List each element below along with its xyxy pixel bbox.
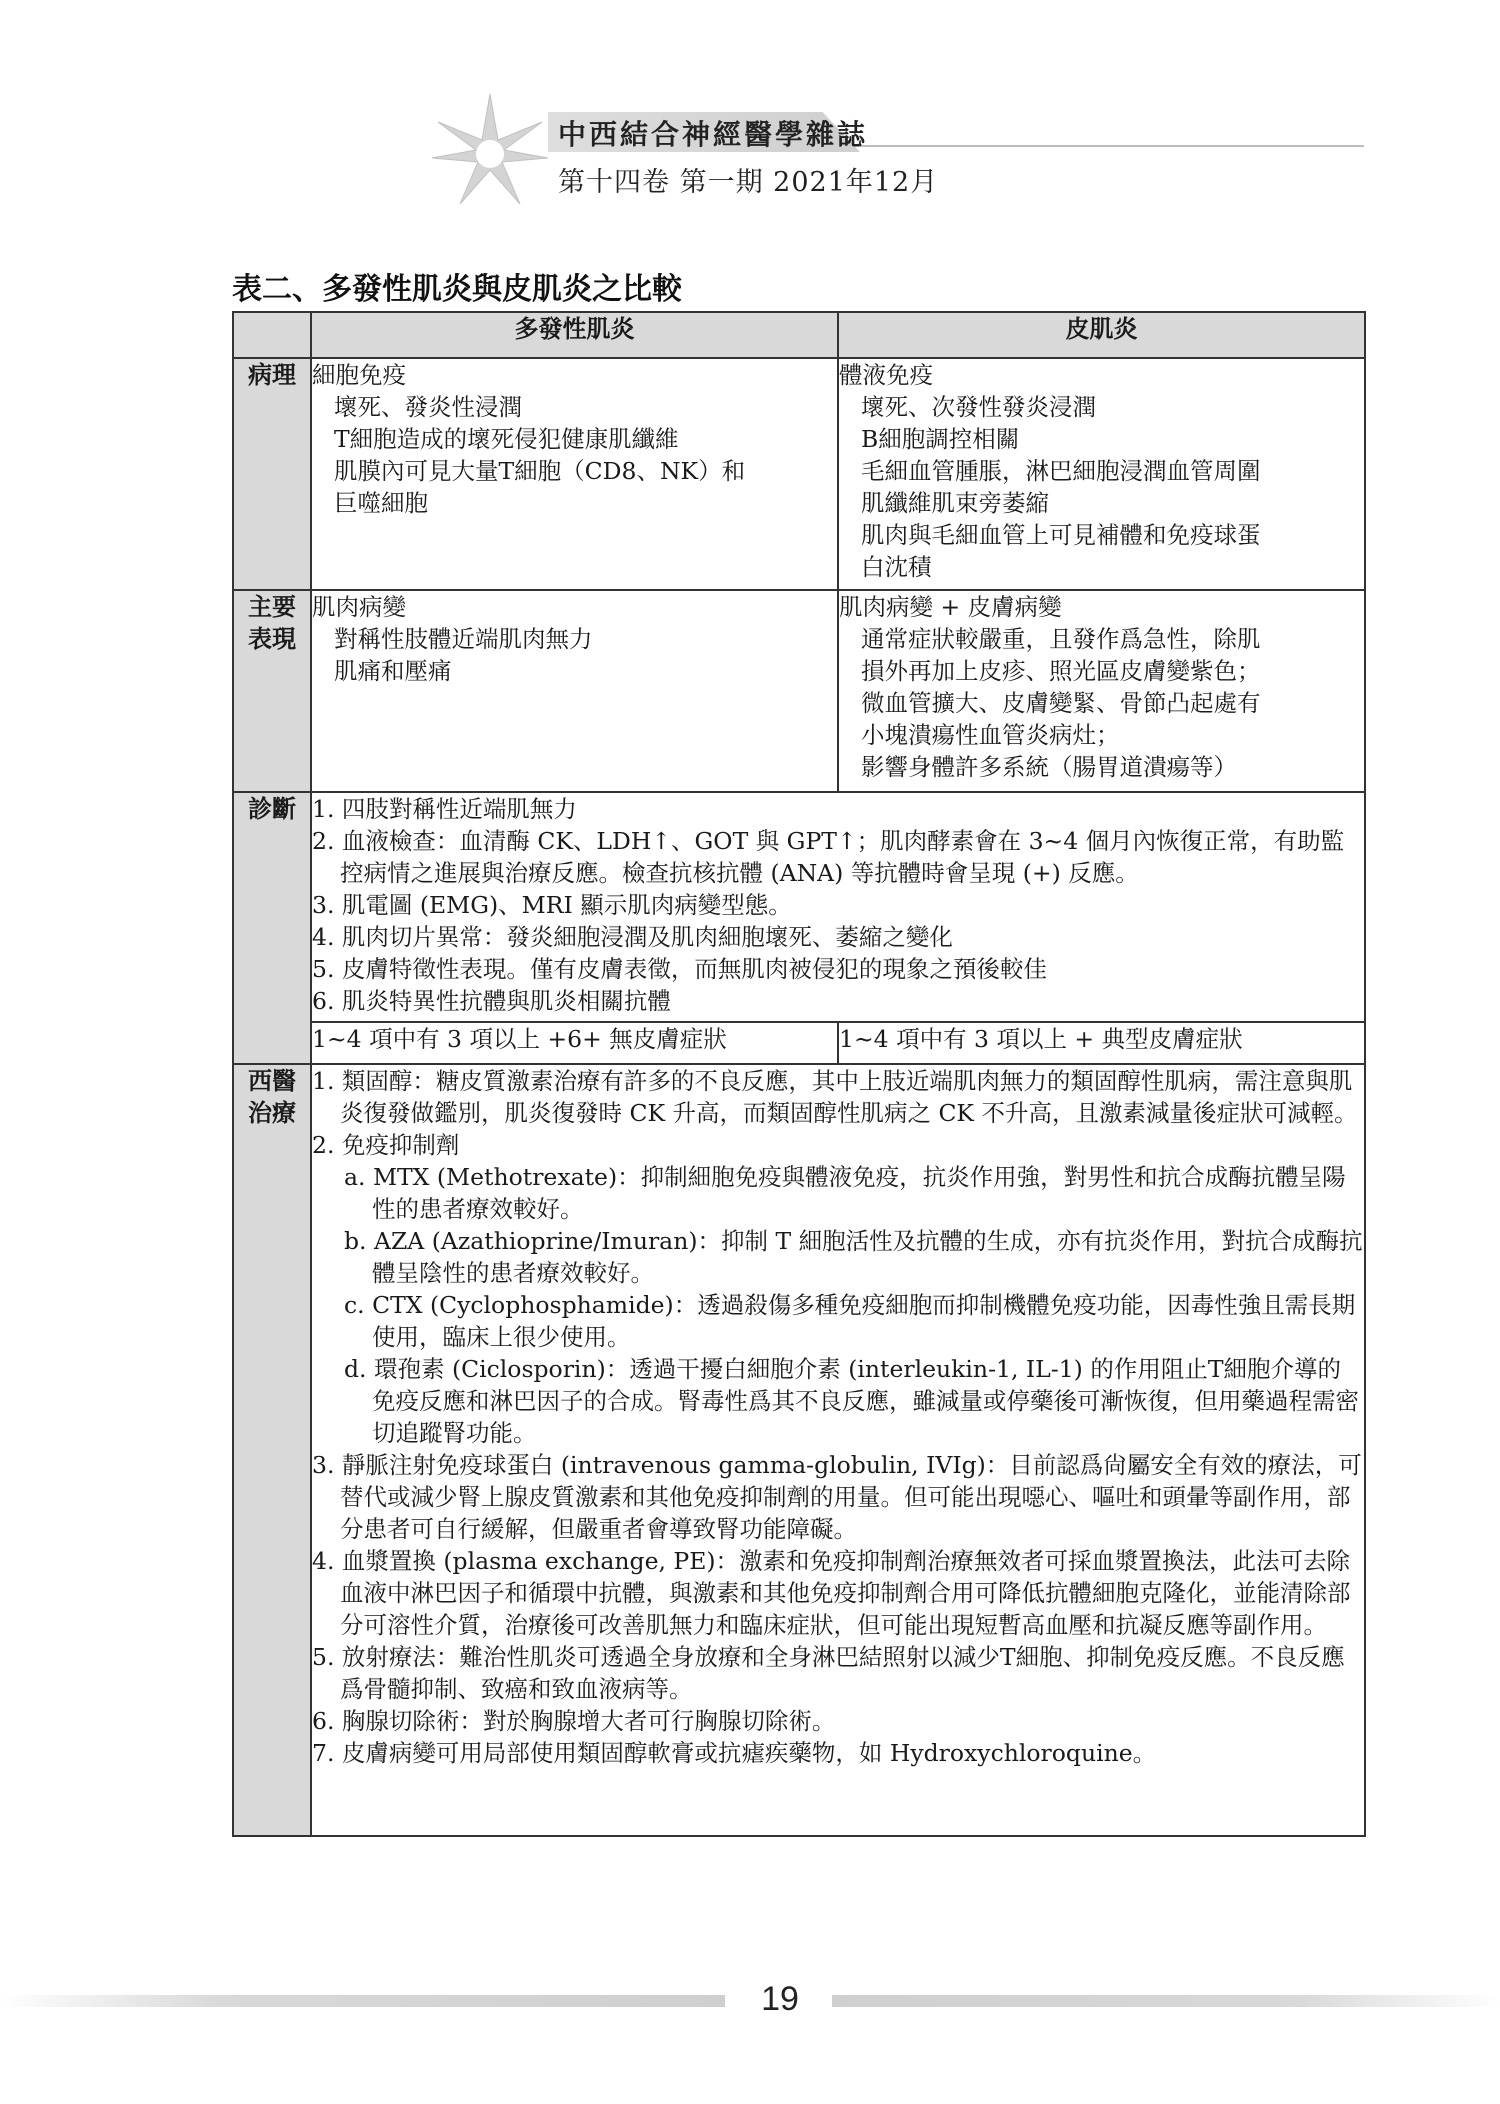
treatment-cell [311,1064,1365,1836]
treatment-subitem: d. 環孢素 (Ciclosporin)：透過干擾白細胞介素 (interleukin-1, IL-1) 的作用阻止T細胞介導的免疫反應和淋巴因子的合成。腎毒性爲其不良反應，雖減量或停藥後可漸恢復，但用藥過程需密切追蹤腎功能。 [344,1355,1359,1447]
row-label-line: 治療 [248,1098,296,1127]
row-label-line: 西醫 [248,1066,296,1095]
table-row-diagnosis [233,792,1365,1022]
diagnosis-item: 4. 肌肉切片異常：發炎細胞浸潤及肌肉細胞壞死、萎縮之變化 [312,923,953,951]
diagnosis-item: 3. 肌電圖 (EMG)、MRI 顯示肌肉病變型態。 [312,891,792,919]
pathology-pm-cell [311,358,838,590]
presentation-dm-line: 小塊潰瘍性血管炎病灶； [861,721,1120,749]
pathology-pm-line: 壞死、發炎性浸潤 [334,393,522,421]
presentation-pm-line: 對稱性肢體近端肌肉無力 [334,625,593,653]
pathology-dm-line: 體液免疫 [839,361,933,389]
presentation-dm-cell [838,590,1365,792]
treatment-item: 3. 靜脈注射免疫球蛋白 (intravenous gamma-globulin, IVIg)：目前認爲尙屬安全有效的療法，可替代或減少腎上腺皮質激素和其他免疫抑制劑的用量。但可能出現噁心、嘔吐和頭暈等副作用，部分患者可自行緩解，但嚴重者會導致腎功能障礙。 [312,1451,1362,1543]
pathology-pm-line: 巨噬細胞 [334,489,428,517]
diagnosis-item: 2. 血液檢查：血清酶 CK、LDH↑、GOT 與 GPT↑；肌肉酵素會在 3~4 個月內恢復正常，有助監控病情之進展與治療反應。檢查抗核抗體 (ANA) 等抗體時會呈現 (+) 反應。 [312,827,1345,887]
row-label-line: 表現 [248,624,296,653]
table-row-presentation [233,590,1365,792]
table-row-pathology [233,358,1365,590]
pathology-dm-line: 肌纖維肌束旁萎縮 [861,489,1049,517]
presentation-pm-cell [311,590,838,792]
diagnosis-item: 6. 肌炎特異性抗體與肌炎相關抗體 [312,987,671,1015]
pathology-pm-line: 細胞免疫 [312,361,406,389]
row-label-pathology: 病理 [233,358,311,590]
footer-rule-left [0,1995,725,2007]
corner-cell [233,312,311,358]
presentation-pm-line: 肌肉病變 [312,593,406,621]
row-label-line: 主要 [248,592,296,621]
treatment-item: 2. 免疫抑制劑 [312,1131,460,1159]
row-label-presentation [233,590,311,792]
column-header-dm: 皮肌炎 [838,312,1365,358]
treatment-item: 5. 放射療法：難治性肌炎可透過全身放療和全身淋巴結照射以減少T細胞、抑制免疫反應。不良反應爲骨髓抑制、致癌和致血液病等。 [312,1643,1345,1703]
criteria-dm: 1~4 項中有 3 項以上 + 典型皮膚症狀 [838,1022,1365,1064]
footer-rule-right [832,1995,1500,2007]
diagnosis-cell [311,792,1365,1022]
treatment-item: 4. 血漿置換 (plasma exchange, PE)：激素和免疫抑制劑治療無效者可採血漿置換法，此法可去除血液中淋巴因子和循環中抗體，與激素和其他免疫抑制劑合用可降低抗體細胞克隆化，並能清除部分可溶性介質，治療後可改善肌無力和臨床症狀，但可能出現短暫高血壓和抗凝反應等副作用。 [312,1547,1351,1639]
presentation-dm-line: 通常症狀較嚴重，且發作爲急性，除肌 [861,625,1261,653]
treatment-item: 1. 類固醇：糖皮質激素治療有許多的不良反應，其中上肢近端肌肉無力的類固醇性肌病，需注意與肌炎復發做鑑別，肌炎復發時 CK 升高，而類固醇性肌病之 CK 不升高，且激素減量後症狀可減輕。 [312,1067,1358,1127]
table-row-treatment [233,1064,1365,1836]
presentation-pm-line: 肌痛和壓痛 [334,657,452,685]
pathology-dm-line: 毛細血管腫脹，淋巴細胞浸潤血管周圍 [861,457,1261,485]
diagnosis-item: 1. 四肢對稱性近端肌無力 [312,795,577,823]
pathology-pm-line: 肌膜內可見大量T細胞（CD8、NK）和 [334,457,746,485]
star-logo-icon [430,92,550,212]
pathology-dm-line: 肌肉與毛細血管上可見補體和免疫球蛋 [861,521,1261,549]
column-header-pm: 多發性肌炎 [311,312,838,358]
table-row-criteria [233,1022,1365,1064]
table-title: 表二、多發性肌炎與皮肌炎之比較 [232,272,682,307]
row-label-treatment [233,1064,311,1836]
header-rule [860,145,1364,147]
page-number: 19 [761,1980,799,2018]
issue-info: 第十四卷 第一期 2021年12月 [558,167,939,198]
comparison-table [232,311,1366,1837]
presentation-dm-line: 肌肉病變 + 皮膚病變 [839,593,1062,621]
pathology-dm-line: 白沈積 [861,553,932,581]
pathology-pm-line: T細胞造成的壞死侵犯健康肌纖維 [334,425,679,453]
presentation-dm-line: 微血管擴大、皮膚變緊、骨節凸起處有 [861,689,1261,717]
presentation-dm-line: 影響身體許多系統（腸胃道潰瘍等） [861,753,1237,781]
pathology-dm-line: B細胞調控相關 [861,425,1020,453]
row-label-diagnosis: 診斷 [233,792,311,1064]
table-header-row [233,312,1365,358]
diagnosis-item: 5. 皮膚特徵性表現。僅有皮膚表徵，而無肌肉被侵犯的現象之預後較佳 [312,955,1047,983]
treatment-item: 6. 胸腺切除術：對於胸腺增大者可行胸腺切除術。 [312,1707,836,1735]
treatment-subitem: b. AZA (Azathioprine/Imuran)：抑制 T 細胞活性及抗體的生成，亦有抗炎作用，對抗合成酶抗體呈陰性的患者療效較好。 [344,1227,1363,1287]
journal-title: 中西結合神經醫學雜誌 [558,118,869,151]
pathology-dm-line: 壞死、次發性發炎浸潤 [861,393,1096,421]
treatment-subitem: c. CTX (Cyclophosphamide)：透過殺傷多種免疫細胞而抑制機體免疫功能，因毒性強且需長期使用，臨床上很少使用。 [344,1291,1356,1351]
presentation-dm-line: 損外再加上皮疹、照光區皮膚變紫色； [861,657,1261,685]
treatment-item: 7. 皮膚病變可用局部使用類固醇軟膏或抗瘧疾藥物，如 Hydroxychloroquine。 [312,1739,1157,1767]
pathology-dm-cell [838,358,1365,590]
page-header [0,0,1500,220]
criteria-pm: 1~4 項中有 3 項以上 +6+ 無皮膚症狀 [311,1022,838,1064]
treatment-subitem: a. MTX (Methotrexate)：抑制細胞免疫與體液免疫，抗炎作用強，對男性和抗合成酶抗體呈陽性的患者療效較好。 [344,1163,1346,1223]
